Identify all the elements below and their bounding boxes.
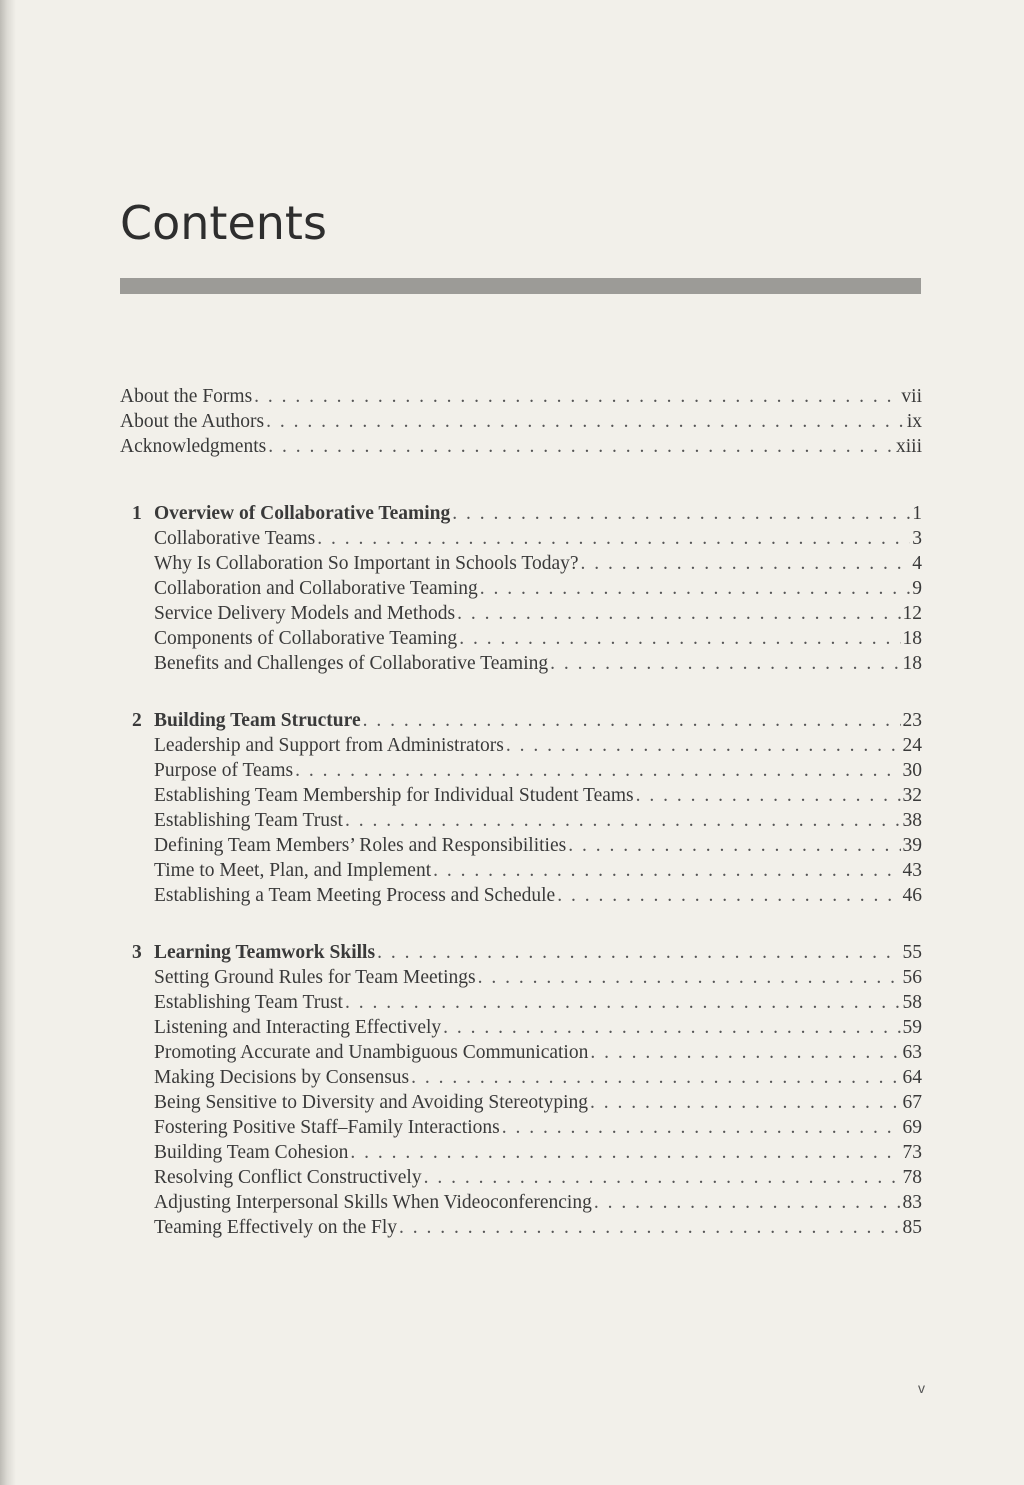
toc-entry-title: Collaborative Teams [154,528,316,549]
toc-entry-title: Listening and Interacting Effectively [154,1017,442,1038]
toc-entry-title: Service Delivery Models and Methods [154,603,456,624]
toc-entry-page: ix [906,411,922,432]
toc-entry-title: Establishing a Team Meeting Process and Schedule [154,885,556,906]
chapter-title: Building Team Structure [154,710,361,731]
toc-entry-page: 12 [902,603,922,624]
toc-entry-title: Leadership and Support from Administrators [154,735,504,756]
toc-entry[interactable] [120,990,922,1015]
dot-leader [350,1140,900,1165]
chapter-2-block [120,708,922,908]
toc-entry-page: 85 [902,1217,922,1238]
chapter-1-block [120,501,922,676]
toc-entry-page: 59 [902,1017,922,1038]
dot-leader [452,501,910,526]
toc-entry-title: Being Sensitive to Diversity and Avoiding Stereotyping [154,1092,589,1113]
toc-entry-title: Time to Meet, Plan, and Implement [154,860,432,881]
dot-leader [568,833,900,858]
toc-entry-page: 4 [912,553,922,574]
chapter-number: 3 [132,942,142,963]
chapter-heading[interactable] [120,940,922,965]
dot-leader [363,708,901,733]
toc-entry-title: Establishing Team Membership for Individual Student Teams [154,785,634,806]
page-binding-shadow [0,0,16,1485]
dot-leader [266,409,905,434]
toc-entry[interactable] [120,1015,922,1040]
dot-leader [345,990,901,1015]
toc-entry[interactable] [120,833,922,858]
toc-entry-title: Defining Team Members’ Roles and Responsibilities [154,835,567,856]
chapter-number: 2 [132,710,142,731]
dot-leader [480,576,911,601]
toc-entry-page: 9 [912,578,922,599]
toc-entry-page: 46 [902,885,922,906]
toc-entry[interactable] [120,1065,922,1090]
toc-entry-page: 64 [902,1067,922,1088]
toc-entry[interactable] [120,384,922,409]
chapter-title: Overview of Collaborative Teaming [154,503,451,524]
dot-leader [636,783,901,808]
toc-entry-page: 56 [902,967,922,988]
toc-entry[interactable] [120,1190,922,1215]
chapter-page: 23 [902,710,922,731]
toc-entry-page: 30 [902,760,922,781]
toc-entry[interactable] [120,783,922,808]
toc-entry[interactable] [120,601,922,626]
toc-entry[interactable] [120,758,922,783]
toc-entry-title: Collaboration and Collaborative Teaming [154,578,478,599]
toc-entry-title: Promoting Accurate and Unambiguous Communication [154,1042,589,1063]
dot-leader [550,651,900,676]
toc-entry-page: 58 [902,992,922,1013]
dot-leader [443,1015,900,1040]
toc-entry[interactable] [120,883,922,908]
dot-leader [295,758,900,783]
toc-entry-title: Resolving Conflict Constructively [154,1167,422,1188]
dot-leader [478,965,901,990]
dot-leader [581,551,911,576]
toc-entry-title: Fostering Positive Staff–Family Interactions [154,1117,500,1138]
dot-leader [268,434,894,459]
toc-entry-title: Establishing Team Trust [154,810,343,831]
toc-entry[interactable] [120,1215,922,1240]
toc-entry-title: Teaming Effectively on the Fly [154,1217,398,1238]
dot-leader [377,940,900,965]
toc-entry[interactable] [120,1040,922,1065]
dot-leader [424,1165,901,1190]
toc-entry-page: 69 [902,1117,922,1138]
toc-entry[interactable] [120,1090,922,1115]
dot-leader [590,1090,900,1115]
toc-entry[interactable] [120,1140,922,1165]
toc-entry-page: 18 [902,653,922,674]
toc-entry-page: 73 [902,1142,922,1163]
dot-leader [411,1065,900,1090]
dot-leader [506,733,901,758]
dot-leader [459,626,900,651]
title-rule-bar [120,278,921,294]
toc-entry-title: Building Team Cohesion [154,1142,349,1163]
toc-entry-title: Making Decisions by Consensus [154,1067,410,1088]
dot-leader [502,1115,901,1140]
chapter-number: 1 [132,503,142,524]
chapter-page: 55 [902,942,922,963]
toc-entry[interactable] [120,858,922,883]
toc-entry-page: 63 [902,1042,922,1063]
dot-leader [317,526,910,551]
toc-entry[interactable] [120,733,922,758]
toc-entry-title: Adjusting Interpersonal Skills When Videoconferencing [154,1192,592,1213]
toc-entry[interactable] [120,1165,922,1190]
toc-entry-page: 39 [902,835,922,856]
toc-entry-title: Acknowledgments [120,436,267,457]
dot-leader [590,1040,900,1065]
toc-entry-title: Establishing Team Trust [154,992,343,1013]
toc-entry-title: Benefits and Challenges of Collaborative Teaming [154,653,549,674]
dot-leader [345,808,901,833]
chapter-page: 1 [912,503,922,524]
page-folio: v [918,1380,925,1396]
chapter-heading[interactable] [120,501,922,526]
toc-entry-title: About the Authors [120,411,265,432]
toc-entry-title: About the Forms [120,386,253,407]
toc-entry-page: 18 [902,628,922,649]
chapter-heading[interactable] [120,708,922,733]
toc-entry-page: 3 [912,528,922,549]
dot-leader [594,1190,901,1215]
chapter-3-block [120,940,922,1240]
toc-entry-title: Components of Collaborative Teaming [154,628,458,649]
toc-entry[interactable] [120,409,922,434]
dot-leader [433,858,900,883]
toc-entry-page: vii [901,386,922,407]
page-title: Contents [120,196,327,250]
toc-entry-page: xiii [895,436,922,457]
toc-entry-page: 32 [902,785,922,806]
toc-entry[interactable] [120,576,922,601]
front-matter-list [120,384,922,459]
toc-entry-page: 38 [902,810,922,831]
dot-leader [457,601,900,626]
toc-entry[interactable] [120,965,922,990]
toc-entry-title: Why Is Collaboration So Important in Schools Today? [154,553,579,574]
toc-entry-page: 78 [902,1167,922,1188]
toc-entry[interactable] [120,808,922,833]
toc-entry[interactable] [120,1115,922,1140]
toc-entry-page: 43 [902,860,922,881]
toc-entry-page: 83 [902,1192,922,1213]
toc-entry-title: Purpose of Teams [154,760,294,781]
toc-entry-page: 67 [902,1092,922,1113]
toc-entry[interactable] [120,434,922,459]
dot-leader [399,1215,900,1240]
toc-entry[interactable] [120,626,922,651]
toc-entry[interactable] [120,526,922,551]
toc-entry-title: Setting Ground Rules for Team Meetings [154,967,476,988]
dot-leader [557,883,900,908]
toc-entry-page: 24 [902,735,922,756]
chapter-title: Learning Teamwork Skills [154,942,376,963]
toc-entry[interactable] [120,651,922,676]
dot-leader [254,384,899,409]
toc-entry[interactable] [120,551,922,576]
